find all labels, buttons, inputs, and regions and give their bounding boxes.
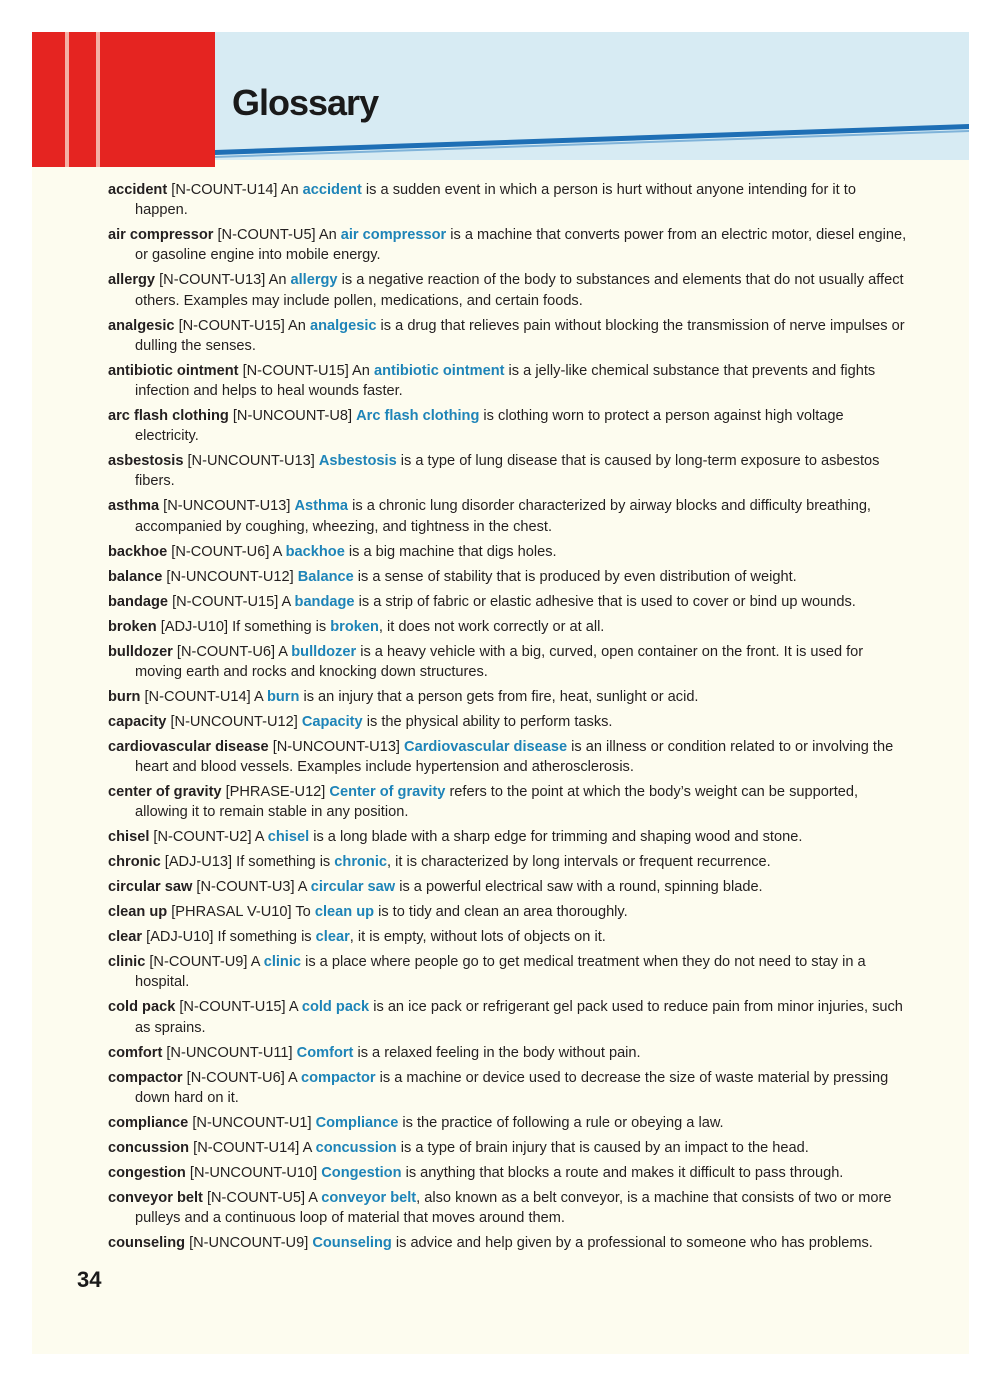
- entry-definition: is an illness or condition related to or involving the heart and blood vessels. Examples include hypertension and atherosclerosis.: [135, 738, 894, 776]
- entry-highlight: antibiotic ointment: [373, 362, 505, 379]
- entry-tag: [N-UNCOUNT-U13]: [159, 498, 295, 515]
- glossary-entry: [108, 617, 908, 637]
- entry-definition: is anything that blocks a route and makes it difficult to pass through.: [401, 1164, 844, 1181]
- entry-term: cold pack: [108, 999, 176, 1016]
- glossary-entry: [108, 827, 908, 847]
- entry-definition: is a big machine that digs holes.: [344, 543, 557, 560]
- entry-tag: [N-UNCOUNT-U1]: [188, 1114, 316, 1131]
- entry-tag: [N-COUNT-U14] An: [167, 182, 303, 198]
- entry-highlight: Compliance: [315, 1114, 399, 1131]
- entry-definition: refers to the point at which the body’s weight can be supported, allowing it to remain stable in any position.: [135, 784, 859, 821]
- entry-term: analgesic: [108, 317, 175, 334]
- entry-term: comfort: [108, 1044, 163, 1061]
- entry-definition: is a type of brain injury that is caused by an impact to the head.: [396, 1139, 809, 1156]
- entry-highlight: Arc flash clothing: [356, 408, 480, 425]
- entry-tag: [N-COUNT-U6] A: [172, 643, 292, 660]
- glossary-entry: [108, 1113, 908, 1133]
- entry-term: cardiovascular disease: [108, 738, 269, 755]
- entry-highlight: Counseling: [312, 1235, 392, 1252]
- entry-term: bulldozer: [108, 643, 173, 660]
- glossary-entry: [108, 927, 908, 947]
- entry-highlight: analgesic: [309, 317, 377, 334]
- entry-tag: [N-COUNT-U14] A: [140, 688, 267, 705]
- entry-definition: is a long blade with a sharp edge for trimming and shaping wood and stone.: [309, 829, 803, 846]
- entry-term: air compressor: [108, 227, 214, 244]
- glossary-entry: [108, 952, 908, 992]
- entry-tag: [N-COUNT-U9] A: [145, 954, 264, 971]
- entry-definition: , it does not work correctly or at all.: [378, 618, 605, 635]
- glossary-entry: [108, 642, 908, 682]
- page-number: 34: [77, 1267, 102, 1292]
- page-title: Glossary: [232, 82, 379, 123]
- entry-definition: is an injury that a person gets from fire, heat, sunlight or acid.: [299, 688, 699, 705]
- entry-tag: [N-COUNT-U2] A: [149, 829, 268, 846]
- glossary-list: [108, 180, 908, 1258]
- glossary-entry: [108, 852, 908, 872]
- entry-tag: [N-COUNT-U13] An: [155, 272, 291, 289]
- entry-highlight: Cardiovascular disease: [404, 738, 568, 755]
- entry-term: antibiotic ointment: [108, 362, 239, 379]
- glossary-entry: [108, 567, 908, 587]
- entry-highlight: Balance: [297, 568, 354, 585]
- entry-tag: [N-COUNT-U5] An: [213, 227, 341, 244]
- entry-term: backhoe: [108, 543, 168, 560]
- entry-term: clean up: [108, 904, 168, 921]
- glossary-entry: [108, 361, 908, 401]
- entry-definition: is to tidy and clean an area thoroughly.: [374, 904, 628, 921]
- glossary-entry: [108, 687, 908, 707]
- entry-highlight: clinic: [263, 954, 302, 971]
- entry-definition: , it is empty, without lots of objects on it.: [349, 929, 606, 946]
- entry-tag: [PHRASE-U12]: [221, 784, 330, 801]
- entry-highlight: chronic: [334, 854, 388, 871]
- red-accent-block: [100, 32, 215, 167]
- entry-highlight: allergy: [290, 272, 338, 289]
- glossary-entry: [108, 1138, 908, 1158]
- entry-tag: [ADJ-U13] If something is: [160, 854, 335, 871]
- glossary-entry: [108, 316, 908, 356]
- entry-highlight: Center of gravity: [329, 784, 446, 801]
- entry-tag: [N-UNCOUNT-U13]: [183, 453, 319, 470]
- glossary-entry: [108, 180, 908, 220]
- entry-tag: [N-COUNT-U15] A: [175, 999, 302, 1016]
- entry-highlight: bulldozer: [291, 643, 357, 660]
- glossary-entry: [108, 225, 908, 265]
- entry-tag: [N-COUNT-U6] A: [182, 1069, 301, 1086]
- entry-definition: is advice and help given by a professional to someone who has problems.: [391, 1235, 873, 1252]
- entry-term: center of gravity: [108, 784, 222, 801]
- glossary-entry: [108, 1163, 908, 1183]
- entry-tag: [N-UNCOUNT-U8]: [228, 408, 357, 425]
- entry-definition: is a heavy vehicle with a big, curved, open container on the front. It is used for moving earth and rocks and knocking down structures.: [135, 643, 864, 680]
- entry-highlight: clear: [315, 929, 350, 946]
- entry-highlight: Asbestosis: [318, 453, 397, 470]
- entry-term: balance: [108, 568, 163, 585]
- entry-term: conveyor belt: [108, 1189, 203, 1206]
- glossary-entry: [108, 542, 908, 562]
- entry-definition: is a chronic lung disorder characterized by airway blocks and difficulty breathing, accompanied by coughing, wheezing, and tightness in the chest.: [135, 498, 871, 535]
- glossary-entry: [108, 782, 908, 822]
- entry-definition: is a relaxed feeling in the body without pain.: [353, 1044, 641, 1061]
- entry-term: compactor: [108, 1069, 183, 1086]
- glossary-entry: [108, 451, 908, 491]
- entry-term: concussion: [108, 1139, 190, 1156]
- glossary-entry: [108, 737, 908, 777]
- entry-highlight: cold pack: [301, 999, 370, 1016]
- glossary-entry: [108, 1068, 908, 1108]
- entry-definition: is a jelly-like chemical substance that prevents and fights infection and helps to heal wounds faster.: [135, 362, 876, 400]
- entry-definition: is an ice pack or refrigerant gel pack used to reduce pain from minor injuries, such as sprains.: [135, 999, 903, 1036]
- entry-tag: [N-COUNT-U3] A: [192, 879, 311, 896]
- entry-highlight: broken: [330, 618, 379, 635]
- entry-definition: is a sense of stability that is produced by even distribution of weight.: [353, 568, 797, 585]
- entry-tag: [ADJ-U10] If something is: [156, 618, 331, 635]
- entry-highlight: Capacity: [301, 713, 363, 730]
- entry-tag: [N-UNCOUNT-U11]: [162, 1044, 297, 1061]
- entry-tag: [ADJ-U10] If something is: [142, 929, 316, 946]
- entry-tag: [N-UNCOUNT-U10]: [185, 1164, 322, 1181]
- entry-highlight: air compressor: [340, 227, 447, 244]
- entry-tag: [N-COUNT-U15] A: [168, 593, 295, 610]
- entry-highlight: compactor: [301, 1069, 376, 1086]
- entry-term: counseling: [108, 1235, 186, 1252]
- glossary-entry: [108, 1043, 908, 1063]
- entry-highlight: concussion: [315, 1139, 397, 1156]
- entry-definition: is clothing worn to protect a person against high voltage electricity.: [135, 408, 844, 445]
- entry-highlight: accident: [302, 182, 362, 198]
- entry-highlight: circular saw: [310, 879, 396, 896]
- glossary-entry: [108, 902, 908, 922]
- entry-definition: is a drug that relieves pain without blocking the transmission of nerve impulses or dulling the senses.: [135, 317, 905, 354]
- entry-definition: , it is characterized by long intervals or frequent recurrence.: [387, 854, 771, 871]
- entry-term: congestion: [108, 1164, 186, 1181]
- glossary-entry: [108, 270, 908, 310]
- entry-definition: is a negative reaction of the body to substances and elements that do not usually affect others. Examples may include pollen, medications, and certain foods.: [135, 272, 904, 309]
- entry-definition: is the practice of following a rule or obeying a law.: [398, 1114, 724, 1131]
- red-accent-block: [32, 32, 65, 167]
- entry-term: broken: [108, 618, 157, 635]
- entry-tag: [N-COUNT-U15] An: [174, 317, 310, 334]
- entry-tag: [N-UNCOUNT-U13]: [268, 738, 405, 755]
- entry-tag: [N-COUNT-U14] A: [189, 1139, 316, 1156]
- entry-term: chisel: [108, 829, 150, 846]
- entry-definition: is a strip of fabric or elastic adhesive that is used to cover or bind up wounds.: [354, 593, 856, 610]
- entry-tag: [N-COUNT-U5] A: [202, 1189, 322, 1206]
- entry-term: allergy: [108, 272, 156, 289]
- entry-term: chronic: [108, 854, 161, 871]
- glossary-entry: [108, 1233, 908, 1253]
- entry-tag: [N-UNCOUNT-U12]: [162, 568, 298, 585]
- entry-term: arc flash clothing: [108, 408, 229, 425]
- entry-tag: [N-UNCOUNT-U9]: [185, 1235, 313, 1252]
- entry-definition: , also known as a belt conveyor, is a machine that consists of two or more pulleys and a continuous loop of material that moves around them.: [135, 1189, 892, 1227]
- entry-term: asbestosis: [108, 453, 184, 470]
- entry-definition: is a powerful electrical saw with a round, spinning blade.: [395, 879, 763, 896]
- entry-tag: [N-UNCOUNT-U12]: [166, 713, 302, 730]
- entry-tag: [N-COUNT-U15] An: [238, 362, 374, 379]
- entry-tag: [N-COUNT-U6] A: [167, 543, 286, 560]
- entry-highlight: Congestion: [321, 1164, 402, 1181]
- entry-term: compliance: [108, 1114, 189, 1131]
- glossary-entry: [108, 406, 908, 446]
- glossary-entry: [108, 877, 908, 897]
- entry-highlight: conveyor belt: [321, 1189, 417, 1206]
- glossary-entry: [108, 997, 908, 1037]
- entry-definition: is a machine that converts power from an electric motor, diesel engine, or gasoline engine into mobile energy.: [135, 227, 907, 264]
- entry-highlight: Comfort: [296, 1044, 354, 1061]
- entry-term: burn: [108, 688, 141, 705]
- entry-definition: is a type of lung disease that is caused by long-term exposure to asbestos fibers.: [135, 453, 880, 490]
- entry-term: accident: [108, 182, 168, 198]
- red-accent-block: [69, 32, 96, 167]
- entry-term: circular saw: [108, 879, 193, 896]
- entry-definition: is a machine or device used to decrease the size of waste material by pressing down hard on it.: [135, 1069, 889, 1106]
- entry-term: asthma: [108, 498, 160, 515]
- entry-term: capacity: [108, 713, 167, 730]
- glossary-entry: [108, 496, 908, 536]
- glossary-entry: [108, 592, 908, 612]
- glossary-entry: [108, 712, 908, 732]
- entry-tag: [PHRASAL V-U10] To: [167, 904, 315, 921]
- entry-highlight: clean up: [314, 904, 375, 921]
- entry-highlight: burn: [266, 688, 300, 705]
- entry-highlight: bandage: [294, 593, 355, 610]
- entry-highlight: chisel: [267, 829, 310, 846]
- entry-highlight: backhoe: [285, 543, 345, 560]
- entry-term: clinic: [108, 954, 146, 971]
- entry-term: clear: [108, 929, 143, 946]
- glossary-entry: [108, 1188, 908, 1228]
- entry-definition: is a place where people go to get medical treatment when they do not need to stay in a hospital.: [135, 954, 866, 991]
- entry-highlight: Asthma: [294, 498, 349, 515]
- entry-term: bandage: [108, 593, 169, 610]
- entry-definition: is a sudden event in which a person is hurt without anyone intending for it to happen.: [135, 182, 856, 219]
- entry-definition: is the physical ability to perform tasks.: [362, 713, 613, 730]
